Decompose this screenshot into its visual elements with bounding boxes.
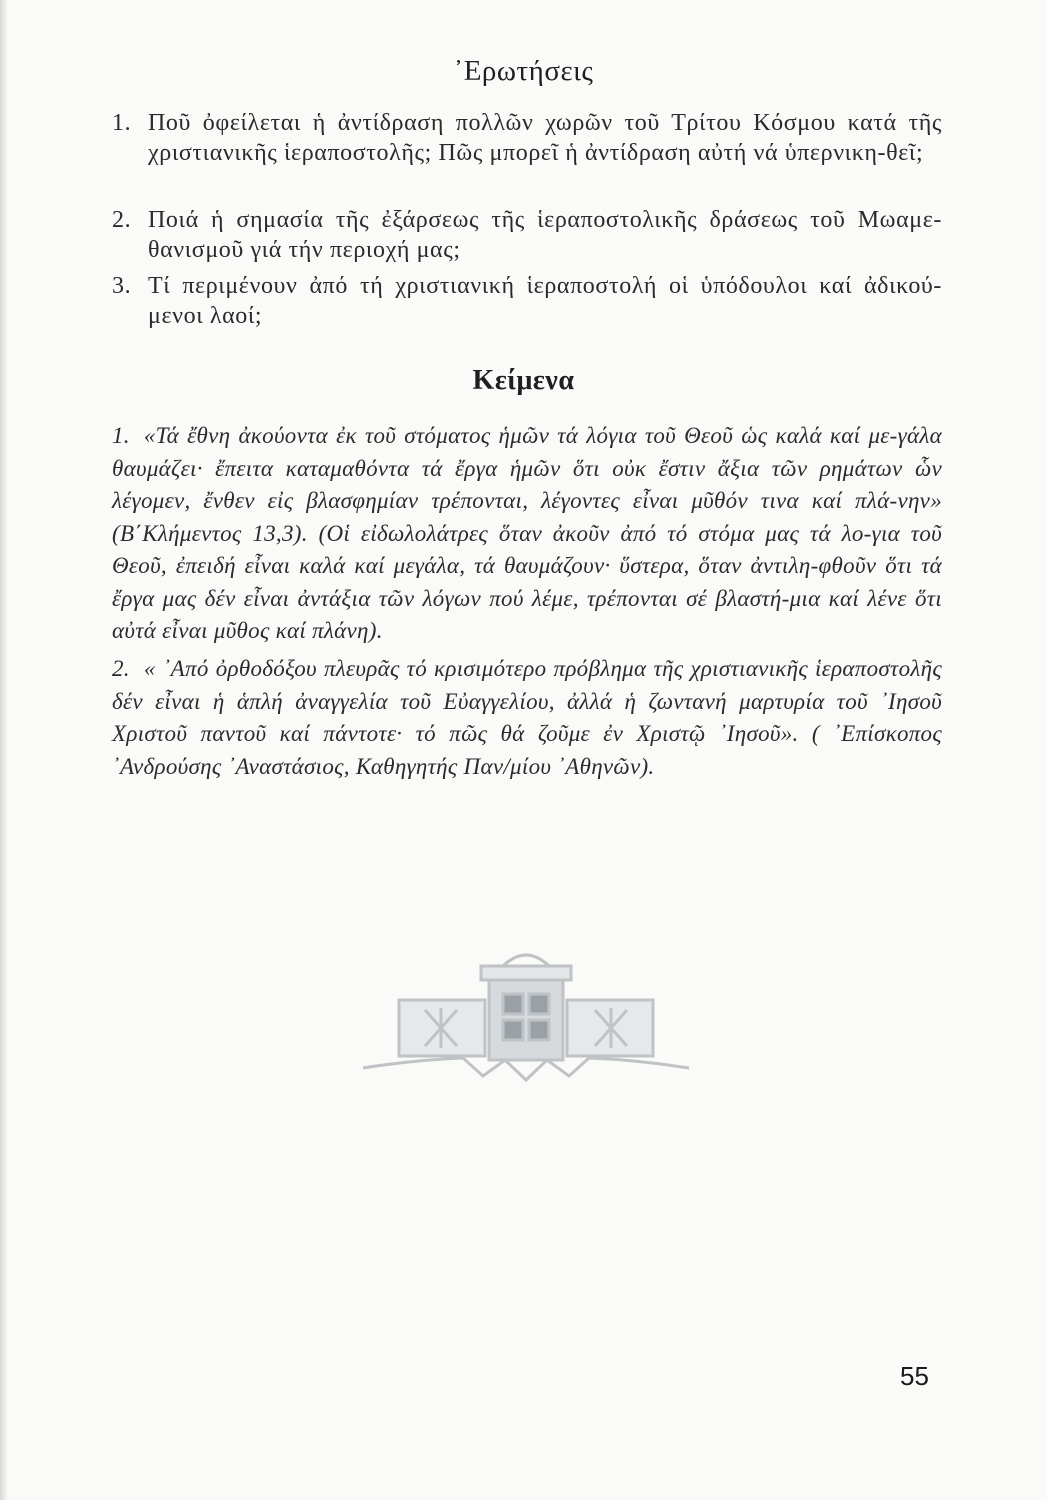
question-text: Ποιά ἡ σημασία τῆς ἐξάρσεως τῆς ἱεραποστολικῆς δράσεως τοῦ Μωαμε-θανισμοῦ γιά τήν περιοχή μας; [148, 207, 942, 263]
question-text: Ποῦ ὀφείλεται ἡ ἀντίδραση πολλῶν χωρῶν τοῦ Τρίτου Κόσμου κατά τῆς χριστιανικῆς ἱεραποστολῆς; Πῶς μπορεῖ ἡ ἀντίδραση αὐτή νά ὑπερνικη-θεῖ; [148, 110, 942, 166]
text-passage [112, 653, 942, 783]
question-text: Τί περιμένουν ἀπό τή χριστιανική ἱεραποστολή οἱ ὑπόδουλοι καί ἀδικού-μενοι λαοί; [148, 273, 942, 329]
question-number: 3. [112, 273, 132, 299]
question-number: 2. [112, 207, 132, 233]
question-item [112, 108, 942, 168]
question-item [112, 205, 942, 265]
page-edge-shadow [0, 0, 8, 1500]
page-number: 55 [900, 1361, 929, 1391]
text-passage-body: « ᾿Από ὀρθοδόξου πλευρᾶς τό κρισιμότερο πρόβλημα τῆς χριστιανικῆς ἱεραποστολῆς δέν εἶναι ἡ ἁπλή ἀναγγελία τοῦ Εὐαγγελίου, ἀλλά ἡ ζωντανή μαρτυρία τοῦ ᾿Ιησοῦ Χριστοῦ παντοῦ καί πάντοτε· τό πῶς θά ζοῦμε ἐν Χριστῷ ᾿Ιησοῦ». ( ᾿Επίσκοπος ᾿Ανδρούσης ᾿Αναστάσιος, Καθηγητής Παν/μίου ᾿Αθηνῶν). [112, 656, 942, 779]
text-passage-body: «Τά ἔθνη ἀκούοντα ἐκ τοῦ στόματος ἡμῶν τά λόγια τοῦ Θεοῦ ὡς καλά καί με-γάλα θαυμάζει· ἔπειτα καταμαθόντα τά ἔργα ἡμῶν ὅτι οὐκ ἔστιν ἄξια τῶν ρημάτων ὧν λέγομεν, ἔνθεν εἰς βλασφημίαν τρέπονται, λέγοντες εἶναι μῦθόν τινα καί πλά-νην» (Β΄Κλήμεντος 13,3). (Οἱ εἰδωλολάτρες ὅταν ἀκοῦν ἀπό τό στόμα μας τά λο-για τοῦ Θεοῦ, ἐπειδή εἶναι καλά καί μεγάλα, τά θαυμάζουν· ὕστερα, ὅταν ἀντιλη-φθοῦν ὅτι τά ἔργα μας δέν εἶναι ἀντάξια τῶν λόγων πού λέμε, τρέπονται σέ βλαστή-μια καί λένε ὅτι αὐτά εἶναι μῦθος καί πλάνη). [112, 423, 942, 643]
question-number: 1. [112, 110, 132, 136]
text-passage-number: 2. [112, 656, 130, 681]
questions-heading: ᾿Ερωτήσεις [453, 55, 594, 87]
text-passage-number: 1. [112, 423, 130, 448]
church-ornament-icon [353, 948, 699, 1096]
text-passage [112, 420, 942, 648]
texts-heading: Κείμενα [472, 365, 575, 396]
question-item [112, 271, 942, 331]
